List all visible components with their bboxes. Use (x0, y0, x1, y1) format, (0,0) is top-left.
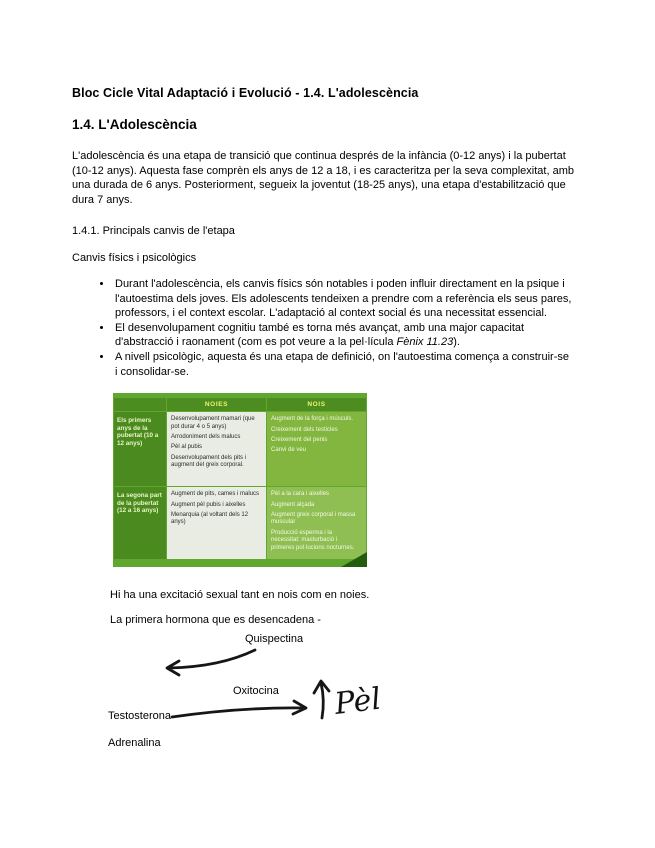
table-cell-line: Desenvolupament mamari (que pot durar 4 o 5 anys) (171, 416, 255, 430)
bullet-text: ). (453, 336, 460, 349)
table-cell-line: Menarquia (al voltant dels 12 anys) (171, 511, 249, 526)
table-cell-line: Producció esperma i la necessitat: masturbació i primeres pol·lucions nocturnes. (271, 529, 355, 551)
hormone-annotations (72, 630, 583, 810)
table-cell-line: Augment greix corporal i massa muscular (271, 511, 356, 526)
bullet-text: A nivell psicològic, aquesta és una etapa de definició, on l'autoestima comença a construir-se i consolidar-se. (115, 350, 569, 378)
handwritten-pel-text: Pèl (332, 681, 383, 722)
slide-corner-decoration (341, 552, 367, 567)
intro-paragraph: L'adolescència és una etapa de transició que continua després de la infància (0-12 anys) i la pubertat (10-12 anys). Aquesta fase comprèn els anys de 12 a 18, i es caracteritza per la seva complexitat, amb una durada de 6 anys. Posteriorment, segueix la joventut (18-25 anys), una etapa d'estabilització que dura 7 anys. (72, 150, 574, 206)
table-cell-noies-1 (167, 412, 266, 486)
bullet-list (72, 277, 574, 379)
table-cell-line: Augment alçada (271, 501, 315, 508)
table-header-blank (114, 398, 166, 411)
arrow-right-icon (172, 701, 306, 717)
table-row-label: Els primers anys de la pubertat (10 a 12 anys) (114, 412, 166, 486)
table-header-noies: NOIES (167, 398, 266, 411)
hormone-label-oxitocina: Oxitocina (233, 685, 279, 697)
table-header-nois: NOIS (267, 398, 366, 411)
hormone-label-adrenalina: Adrenalina (108, 737, 161, 749)
table-cell-line: Augment pèl pubis i aixelles (171, 501, 246, 508)
bullet-text: El desenvolupament cognitiu també es torna més avançat, amb una major capacitat d'abstracció i raonament (com es pot veure a la pel·lícula (115, 321, 525, 349)
section-label: Canvis físics i psicològics (72, 252, 197, 264)
table-cell-line: Arrodoniment dels malucs (171, 433, 241, 440)
bullet-text: Durant l'adolescència, els canvis físics són notables i poden influir directament en la psique i l'autoestima dels joves. Els adolescents tendeixen a prendre com a referència els seus pares, professors, i el context escolar. L'adaptació al context social és una necessitat essencial. (115, 278, 572, 320)
table-cell-line: Augment de pits, cames i malucs (171, 491, 260, 498)
puberty-table-image (113, 393, 367, 567)
subsection-heading: 1.4.1. Principals canvis de l'etapa (72, 225, 235, 237)
bullet-item (113, 321, 574, 350)
document-title: Bloc Cicle Vital Adaptació i Evolució - 1.4. L'adolescència (72, 86, 419, 100)
hormone-label-quispectina: Quispectina (245, 633, 304, 645)
table-cell-line: Pèl a la cara i aixelles (271, 491, 330, 498)
table-cell-line: Desenvolupament dels pits i augment del greix corporal. (171, 454, 247, 469)
table-cell-line: Canvi de veu (271, 447, 307, 454)
table-cell-nois-2 (267, 487, 366, 559)
bullet-item (113, 350, 574, 379)
hormone-label-testosterona: Testosterona (108, 710, 171, 722)
arrow-left-icon (167, 650, 255, 675)
hormona-line: La primera hormona que es desencadena - (110, 614, 321, 626)
table-cell-line: Pèl al pubis (171, 444, 203, 451)
table-cell-line: Creixement del penis (271, 436, 328, 443)
bullet-text-italic: Fènix 11.23 (396, 336, 454, 349)
table-cell-line: Creixement dels testicles (271, 426, 338, 433)
table-cell-noies-2 (167, 487, 266, 559)
excitacio-line: Hi ha una excitació sexual tant en nois com en noies. (110, 589, 370, 601)
section-heading: 1.4. L'Adolescència (72, 117, 197, 132)
table-row-label: La segona part de la pubertat (12 a 16 anys) (114, 487, 166, 559)
arrow-up-icon (314, 681, 329, 718)
puberty-table (113, 398, 367, 559)
table-cell-nois-1 (267, 412, 366, 486)
bullet-item (113, 277, 574, 321)
table-cell-line: Augment de la força i músculs. (271, 416, 354, 423)
